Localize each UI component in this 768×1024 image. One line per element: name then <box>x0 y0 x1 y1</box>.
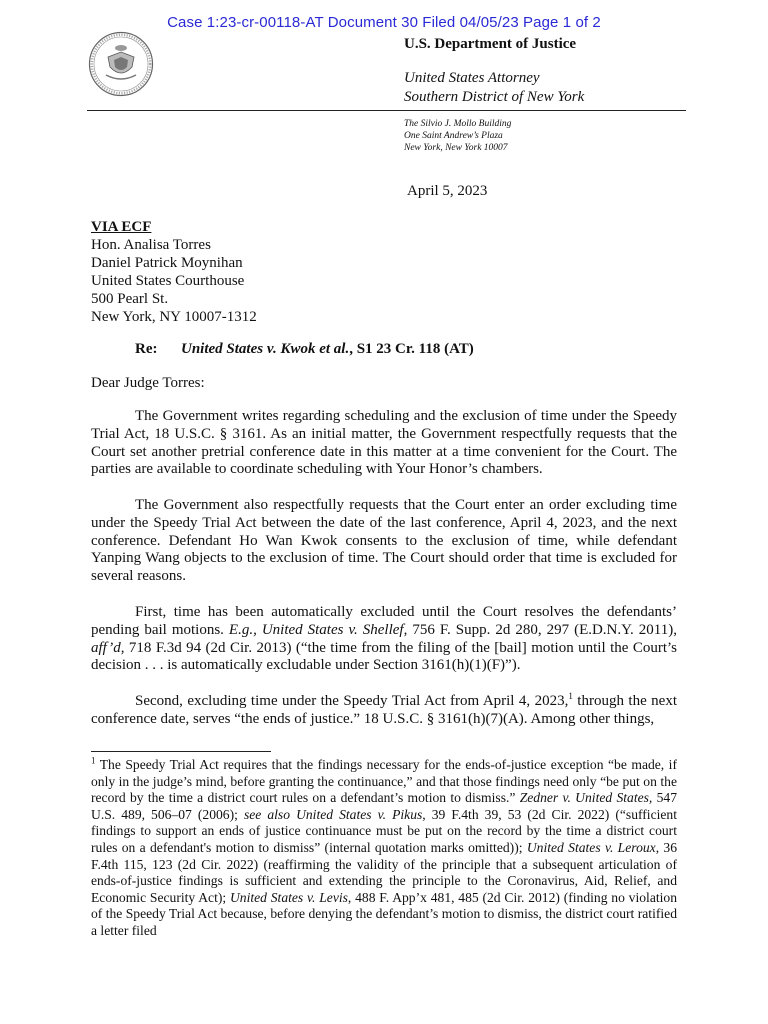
body-paragraph-3 <box>91 604 677 675</box>
office-district: Southern District of New York <box>404 89 585 105</box>
footnote-1 <box>91 757 677 940</box>
paragraph-text: The Government writes regarding scheduling and the exclusion of time under the Speedy Trial Act, 18 U.S.C. § 3161. As an initial matter, the Government respectfully requests that the Court set another pretrial conference date in this matter at a time convenient for the Court. The parties are available to coordinate scheduling with Your Honor’s chambers. <box>91 408 677 478</box>
recipient-name: Hon. Analisa Torres <box>91 237 211 253</box>
re-label: Re: <box>135 341 158 357</box>
ecf-filing-stamp: Case 1:23-cr-00118-AT Document 30 Filed 04/05/23 Page 1 of 2 <box>167 14 601 31</box>
body-paragraph-1 <box>91 408 677 479</box>
citation-italic: see also United States v. Pikus <box>243 806 423 822</box>
paragraph-text <box>91 693 677 729</box>
delivery-method: VIA ECF <box>91 219 152 235</box>
citation-italic: United States v. Leroux <box>526 839 656 855</box>
office-title: United States Attorney <box>404 70 540 86</box>
citation-italic: aff’d <box>91 639 121 656</box>
text-run: through the next conference date, serves “the ends of justice.” 18 U.S.C. § 3161(h)(7)(A). Among other things, <box>91 693 677 727</box>
doj-seal-icon <box>88 31 154 97</box>
text-run: The Speedy Trial Act requires that the findings necessary for the ends-of-justice exception “be made, if only in the judge’s mind, before granting the continuance,” and that those findings need only “be put on the record by the time a district court rules on a defendant’s motion to dismiss.” <box>91 757 677 806</box>
body-paragraph-4 <box>91 693 677 729</box>
text-run: , 756 F. Supp. 2d 280, 297 (E.D.N.Y. 2011), <box>403 621 677 638</box>
footnote-divider <box>91 751 271 752</box>
text-run: Second, excluding time under the Speedy Trial Act from April 4, 2023, <box>135 693 569 709</box>
text-run: First, time has been automatically excluded until the Court resolves the defendants’ pending bail motions. <box>91 604 677 638</box>
citation-italic: Zedner v. United States, <box>519 790 653 806</box>
recipient-courthouse: United States Courthouse <box>91 273 245 289</box>
text-run: , 488 F. App’x 481, 485 (2d Cir. 2012) (finding no violation of the Speedy Trial Act because, before denying the defendant’s motion to dismiss, the district court ratified a letter filed <box>91 889 677 938</box>
citation-italic: United States v. Levis <box>229 889 348 905</box>
department-name: U.S. Department of Justice <box>404 36 577 52</box>
address-line-city: New York, New York 10007 <box>404 143 508 153</box>
case-caption <box>181 341 474 358</box>
paragraph-text: The Government also respectfully requests that the Court enter an order excluding time under the Speedy Trial Act between the date of the last conference, April 4, 2023, and the next conference. Defendant Ho Wan Kwok consents to the exclusion of time, while defendant Yanping Wang objects to the exclusion of time. The Court should order that time is excluded for several reasons. <box>91 497 677 585</box>
salutation: Dear Judge Torres: <box>91 375 205 391</box>
body-paragraph-2 <box>91 497 677 586</box>
recipient-street: 500 Pearl St. <box>91 291 169 307</box>
recipient-building: Daniel Patrick Moynihan <box>91 255 243 271</box>
address-line-building: The Silvio J. Mollo Building <box>404 119 512 129</box>
footnote-ref: 1 <box>568 691 573 701</box>
re-line <box>135 341 474 358</box>
letter-date: April 5, 2023 <box>407 183 488 199</box>
case-number: , S1 23 Cr. 118 (AT) <box>349 341 474 357</box>
text-run: , 718 F.3d 94 (2d Cir. 2013) (“the time from the filing of the [bail] motion until the Court’s decision . . . is automatically excludable under Section 3161(h)(1)(F)”). <box>91 639 677 674</box>
paragraph-text <box>91 604 677 675</box>
text-run: , 36 F.4th 115, 123 (2d Cir. 2022) (reaffirming the validity of the principle that a subsequent articulation of ends-of-justice findings is sufficient and extending the principle to the Coronavirus, Aid, Relief, and Economic Security Act); <box>91 839 678 905</box>
case-name: United States v. Kwok et al. <box>181 341 350 357</box>
address-line-street: One Saint Andrew’s Plaza <box>404 131 503 141</box>
citation-italic: E.g., United States v. Shellef <box>228 621 404 638</box>
text-run: , 39 F.4th 39, 53 (2d Cir. 2022) (“sufficient findings to support an ends of justice continuance must be put on the record by the time a district court rules on a defendant's motion to dismiss” (internal quotation marks omitted)); <box>91 806 677 855</box>
letterhead-divider <box>87 110 686 111</box>
recipient-city: New York, NY 10007-1312 <box>91 309 257 325</box>
footnote-number: 1 <box>91 755 96 766</box>
text-run: 547 U.S. 489, 506–07 (2006); <box>91 790 677 822</box>
